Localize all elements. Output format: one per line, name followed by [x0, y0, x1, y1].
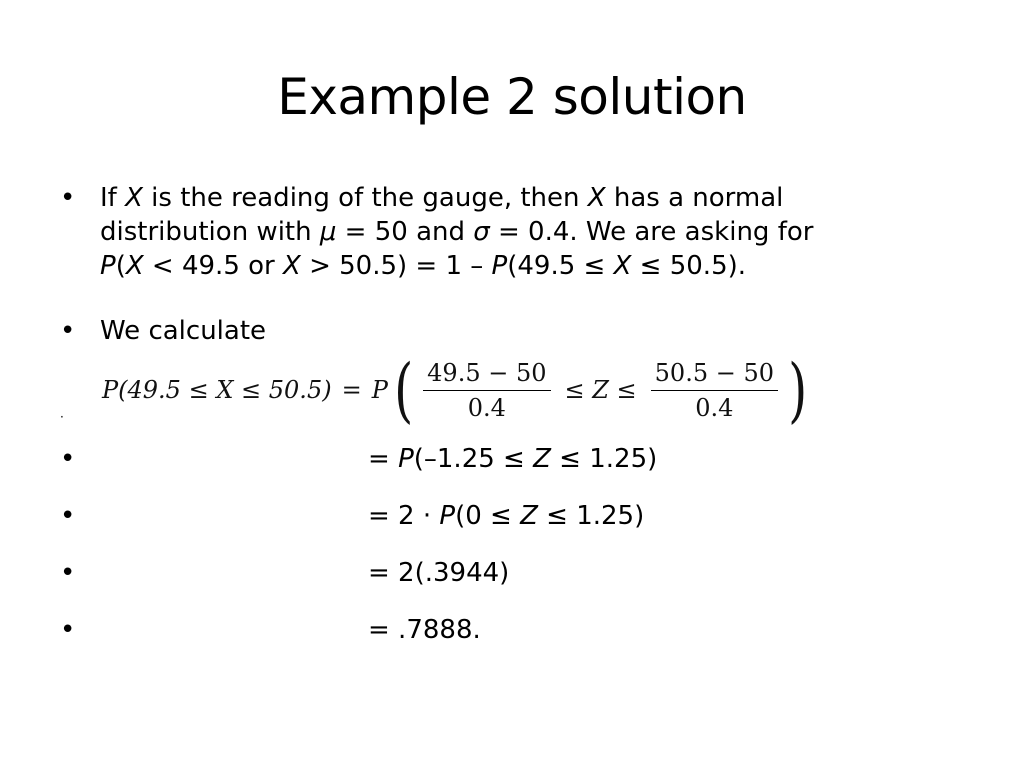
probability-formula	[102, 350, 813, 430]
text-run: (0 ≤	[455, 501, 521, 531]
text-run: > 50.5) = 1 –	[300, 251, 492, 281]
equation-step-1	[368, 442, 657, 476]
text-run: ≤ 50.5).	[631, 251, 747, 281]
bullet-line-1	[100, 181, 813, 215]
fraction-numerator: 50.5 − 50	[651, 358, 778, 391]
text-run: ≤ 1.25)	[550, 444, 658, 474]
text-run: = 50 and	[336, 217, 474, 247]
equation-step-3: = 2(.3944)	[368, 558, 510, 588]
formula-lhs: P(49.5 ≤ X ≤ 50.5)	[102, 376, 332, 404]
text-run: If	[100, 183, 126, 213]
var-x: X	[613, 251, 632, 281]
bullet-marker: •	[60, 316, 76, 346]
var-mu: μ	[319, 217, 337, 247]
var-p: P	[398, 444, 414, 474]
small-bullet-marker: ·	[60, 410, 64, 424]
var-x: X	[125, 183, 143, 213]
var-x: X	[283, 251, 301, 281]
fraction-denominator: 0.4	[467, 393, 506, 422]
var-p: P	[100, 251, 116, 281]
bullet-problem-statement	[100, 181, 813, 283]
bullet-marker: •	[60, 558, 76, 588]
var-x: X	[125, 251, 144, 281]
var-p: P	[491, 251, 508, 281]
var-sigma: σ	[473, 217, 490, 247]
text-run: =	[368, 444, 399, 474]
text-run: = 0.4. We are asking for	[489, 217, 814, 247]
var-x: X	[587, 183, 606, 213]
text-run: ≤ 1.25)	[537, 501, 645, 531]
bullet-marker: •	[60, 444, 76, 474]
text-run: (	[115, 251, 126, 281]
formula-p: P	[371, 376, 388, 404]
bullet-we-calculate: We calculate	[100, 316, 267, 346]
text-run: distribution with	[100, 217, 320, 247]
text-run: is the reading of the gauge, then	[142, 183, 588, 213]
equation-step-2	[368, 499, 644, 533]
bullet-marker: •	[60, 183, 76, 213]
fraction-denominator: 0.4	[695, 393, 734, 422]
fraction-numerator: 49.5 − 50	[423, 358, 550, 391]
formula-open-paren: (	[393, 349, 414, 431]
fraction-lower	[423, 358, 550, 423]
formula-close-paren: )	[788, 349, 808, 431]
equation-step-4: = .7888.	[368, 615, 481, 645]
text-run: (49.5 ≤	[507, 251, 614, 281]
bullet-marker: •	[60, 501, 76, 531]
text-run: (–1.25 ≤	[413, 444, 534, 474]
formula-equals: =	[341, 376, 362, 404]
text-run: < 49.5 or	[143, 251, 283, 281]
var-p: P	[439, 501, 456, 531]
fraction-upper	[651, 358, 778, 423]
bullet-line-3	[100, 249, 813, 283]
var-z: Z	[520, 501, 538, 531]
formula-middle: ≤ Z ≤	[564, 376, 637, 404]
slide-title: Example 2 solution	[277, 68, 747, 126]
text-run: = 2 ·	[368, 501, 440, 531]
text-run: has a normal	[605, 183, 784, 213]
bullet-line-2	[100, 215, 813, 249]
bullet-marker: •	[60, 615, 76, 645]
var-z: Z	[533, 444, 551, 474]
